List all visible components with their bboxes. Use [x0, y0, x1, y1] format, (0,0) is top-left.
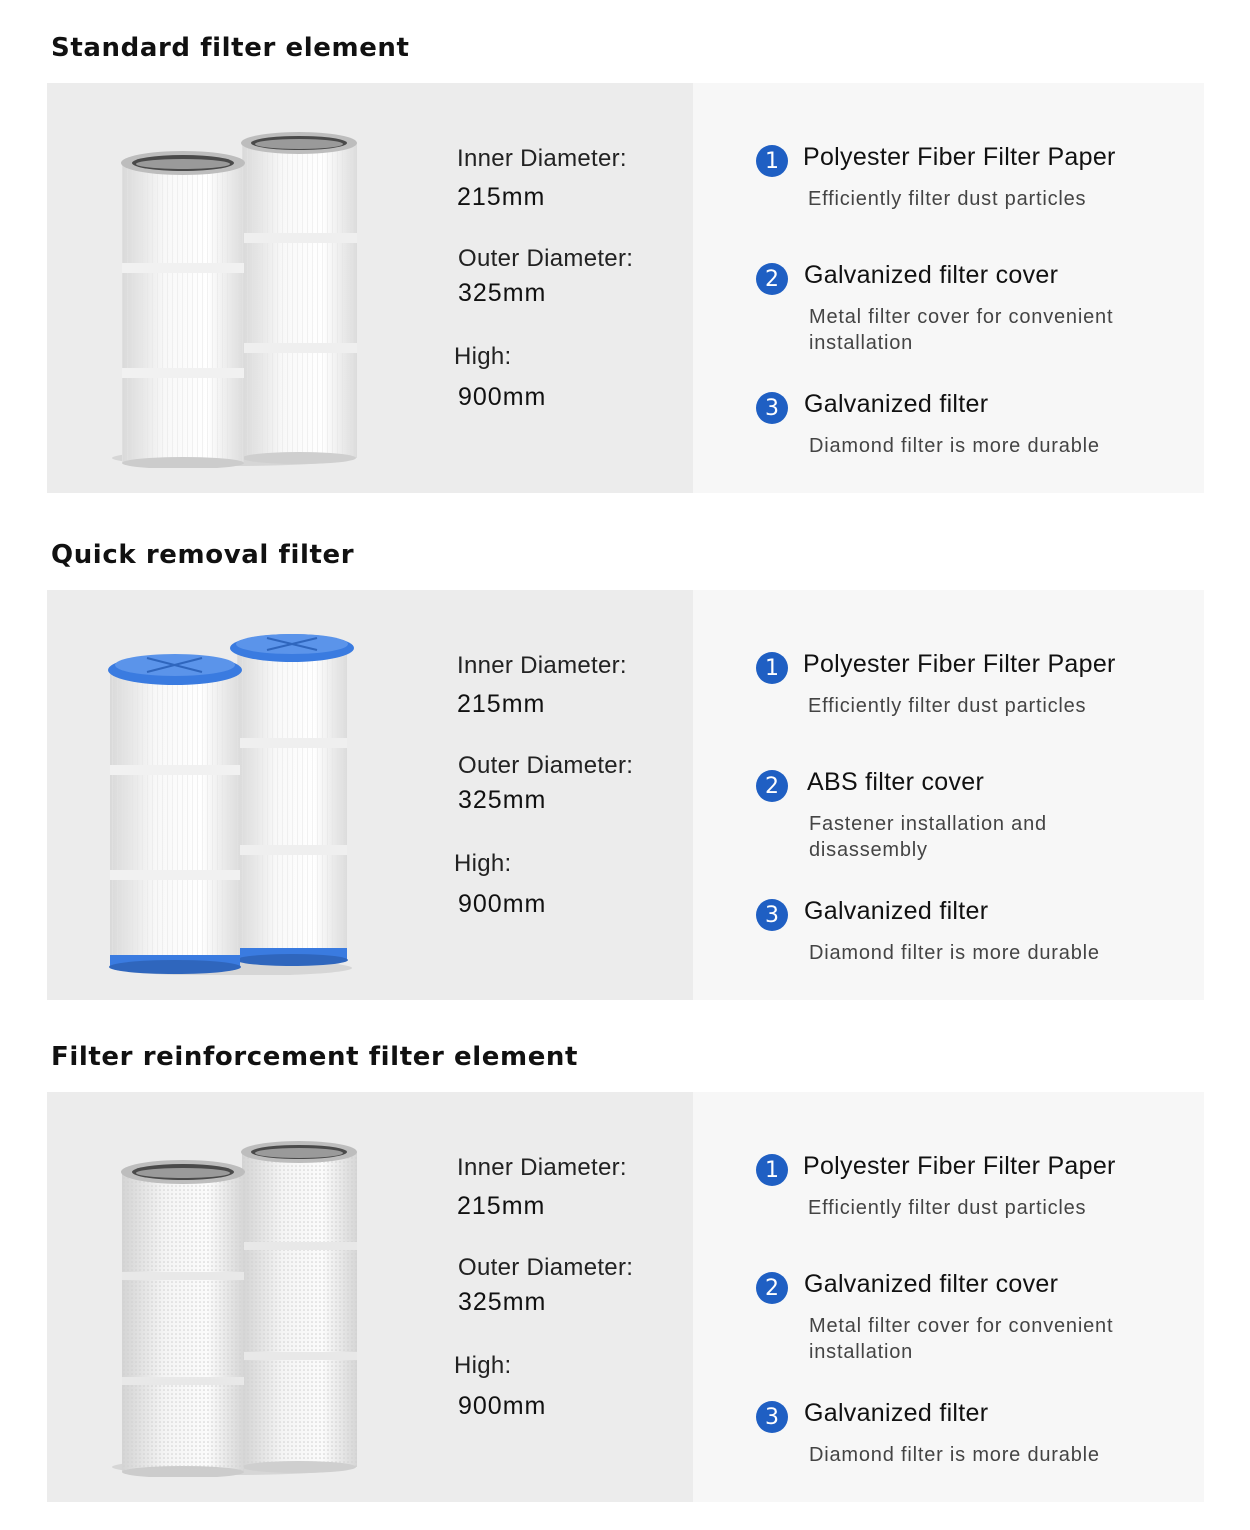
product-card-reinforcement	[47, 1092, 1204, 1502]
spec-outer-diameter	[458, 245, 688, 308]
spec-height	[454, 343, 684, 412]
spec-value: 325mm	[458, 279, 547, 307]
spec-value: 900mm	[458, 890, 547, 918]
feature-title: ABS filter cover	[807, 768, 985, 796]
feature-title: Galvanized filter	[804, 1399, 989, 1427]
feature-description: Metal filter cover for convenient installation	[809, 306, 1114, 354]
feature-description: Diamond filter is more durable	[809, 1444, 1100, 1466]
spec-value: 215mm	[457, 690, 546, 718]
spec-value: 900mm	[458, 1392, 547, 1420]
spec-outer-diameter	[458, 1254, 688, 1317]
spec-height	[454, 1352, 684, 1421]
filter-cartridge-image	[102, 630, 362, 975]
feature-description: Efficiently filter dust particles	[808, 188, 1087, 210]
feature-title: Polyester Fiber Filter Paper	[803, 1152, 1116, 1180]
spec-value: 215mm	[457, 1192, 546, 1220]
feature-description: Diamond filter is more durable	[809, 435, 1100, 457]
number-badge-icon: 1	[756, 1154, 788, 1186]
number-badge-icon: 2	[756, 770, 788, 802]
section-title-quick-removal: Quick removal filter	[51, 540, 355, 570]
spec-label: Inner Diameter:	[457, 145, 627, 172]
spec-outer-diameter	[458, 752, 688, 815]
number-badge-icon: 2	[756, 263, 788, 295]
filter-cartridge-image	[102, 1132, 362, 1477]
feature-description: Efficiently filter dust particles	[808, 1197, 1087, 1219]
feature-description: Diamond filter is more durable	[809, 942, 1100, 964]
feature-description: Efficiently filter dust particles	[808, 695, 1087, 717]
feature-title: Galvanized filter cover	[804, 261, 1059, 289]
feature-panel	[693, 590, 1204, 1000]
spec-height	[454, 850, 684, 919]
spec-label: High:	[454, 850, 512, 877]
number-badge-icon: 3	[756, 392, 788, 424]
spec-label: High:	[454, 343, 512, 370]
number-badge-icon: 3	[756, 1401, 788, 1433]
spec-inner-diameter	[457, 1154, 687, 1221]
spec-label: Outer Diameter:	[458, 752, 634, 779]
spec-label: Inner Diameter:	[457, 652, 627, 679]
spec-label: Inner Diameter:	[457, 1154, 627, 1181]
product-panel	[47, 83, 693, 493]
section-title-standard: Standard filter element	[51, 33, 410, 63]
spec-value: 325mm	[458, 1288, 547, 1316]
spec-inner-diameter	[457, 652, 687, 719]
product-panel	[47, 1092, 693, 1502]
spec-label: Outer Diameter:	[458, 1254, 634, 1281]
filter-cartridge-image	[102, 123, 362, 468]
feature-description: Metal filter cover for convenient installation	[809, 1315, 1114, 1363]
feature-panel	[693, 83, 1204, 493]
feature-title: Polyester Fiber Filter Paper	[803, 650, 1116, 678]
number-badge-icon: 1	[756, 652, 788, 684]
feature-title: Galvanized filter cover	[804, 1270, 1059, 1298]
feature-description: Fastener installation and disassembly	[809, 813, 1047, 861]
spec-inner-diameter	[457, 145, 687, 212]
spec-label: High:	[454, 1352, 512, 1379]
spec-value: 900mm	[458, 383, 547, 411]
product-panel	[47, 590, 693, 1000]
product-card-quick-removal	[47, 590, 1204, 1000]
number-badge-icon: 1	[756, 145, 788, 177]
spec-value: 325mm	[458, 786, 547, 814]
feature-panel	[693, 1092, 1204, 1502]
number-badge-icon: 3	[756, 899, 788, 931]
product-card-standard	[47, 83, 1204, 493]
feature-title: Galvanized filter	[804, 390, 989, 418]
feature-title: Galvanized filter	[804, 897, 989, 925]
spec-value: 215mm	[457, 183, 546, 211]
spec-label: Outer Diameter:	[458, 245, 634, 272]
feature-title: Polyester Fiber Filter Paper	[803, 143, 1116, 171]
section-title-reinforcement: Filter reinforcement filter element	[51, 1042, 579, 1072]
number-badge-icon: 2	[756, 1272, 788, 1304]
